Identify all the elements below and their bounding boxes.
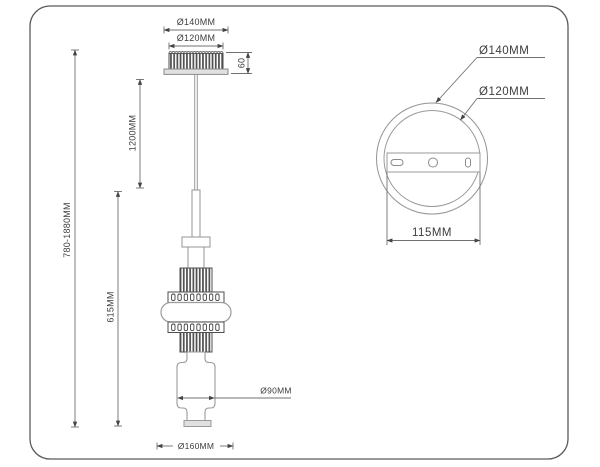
mounting-bracket	[387, 153, 480, 172]
topview-width-label: 115MM	[412, 227, 452, 239]
mount-slot-left	[391, 160, 403, 166]
canopy-outer-label: Ø140MM	[176, 17, 216, 27]
ceiling-canopy	[164, 51, 228, 74]
overall-height-label: 780-1880MM	[62, 202, 72, 258]
smooth-disc	[161, 303, 231, 323]
cord-length-label: 1200MM	[127, 114, 138, 152]
canopy-height-label: 60	[236, 57, 247, 69]
slotted-ring-lower	[168, 322, 224, 333]
stem-tube	[188, 247, 204, 268]
fixture-height-label: 615MM	[105, 291, 116, 323]
canopy-base-plate	[164, 69, 228, 74]
topview-outer-label: Ø140MM	[479, 45, 530, 57]
topview-inner-label: Ø120MM	[479, 86, 530, 98]
shade-middle-label: Ø90MM	[260, 385, 292, 396]
ribbed-cylinder-upper	[180, 268, 212, 292]
shade-bottom-label: Ø160MM	[177, 441, 215, 451]
mount-hole-center	[429, 158, 438, 167]
mount-slot-right	[466, 158, 471, 167]
connector-box	[182, 237, 210, 247]
drawing-frame	[30, 6, 568, 459]
slotted-ring-upper	[168, 292, 224, 303]
ribbed-cylinder-lower	[180, 333, 212, 353]
canopy-inner-label: Ø120MM	[176, 33, 216, 43]
shade-bottom-lip	[184, 421, 211, 427]
stem-rod	[192, 190, 200, 237]
canopy-ribbed-drum	[169, 53, 223, 69]
